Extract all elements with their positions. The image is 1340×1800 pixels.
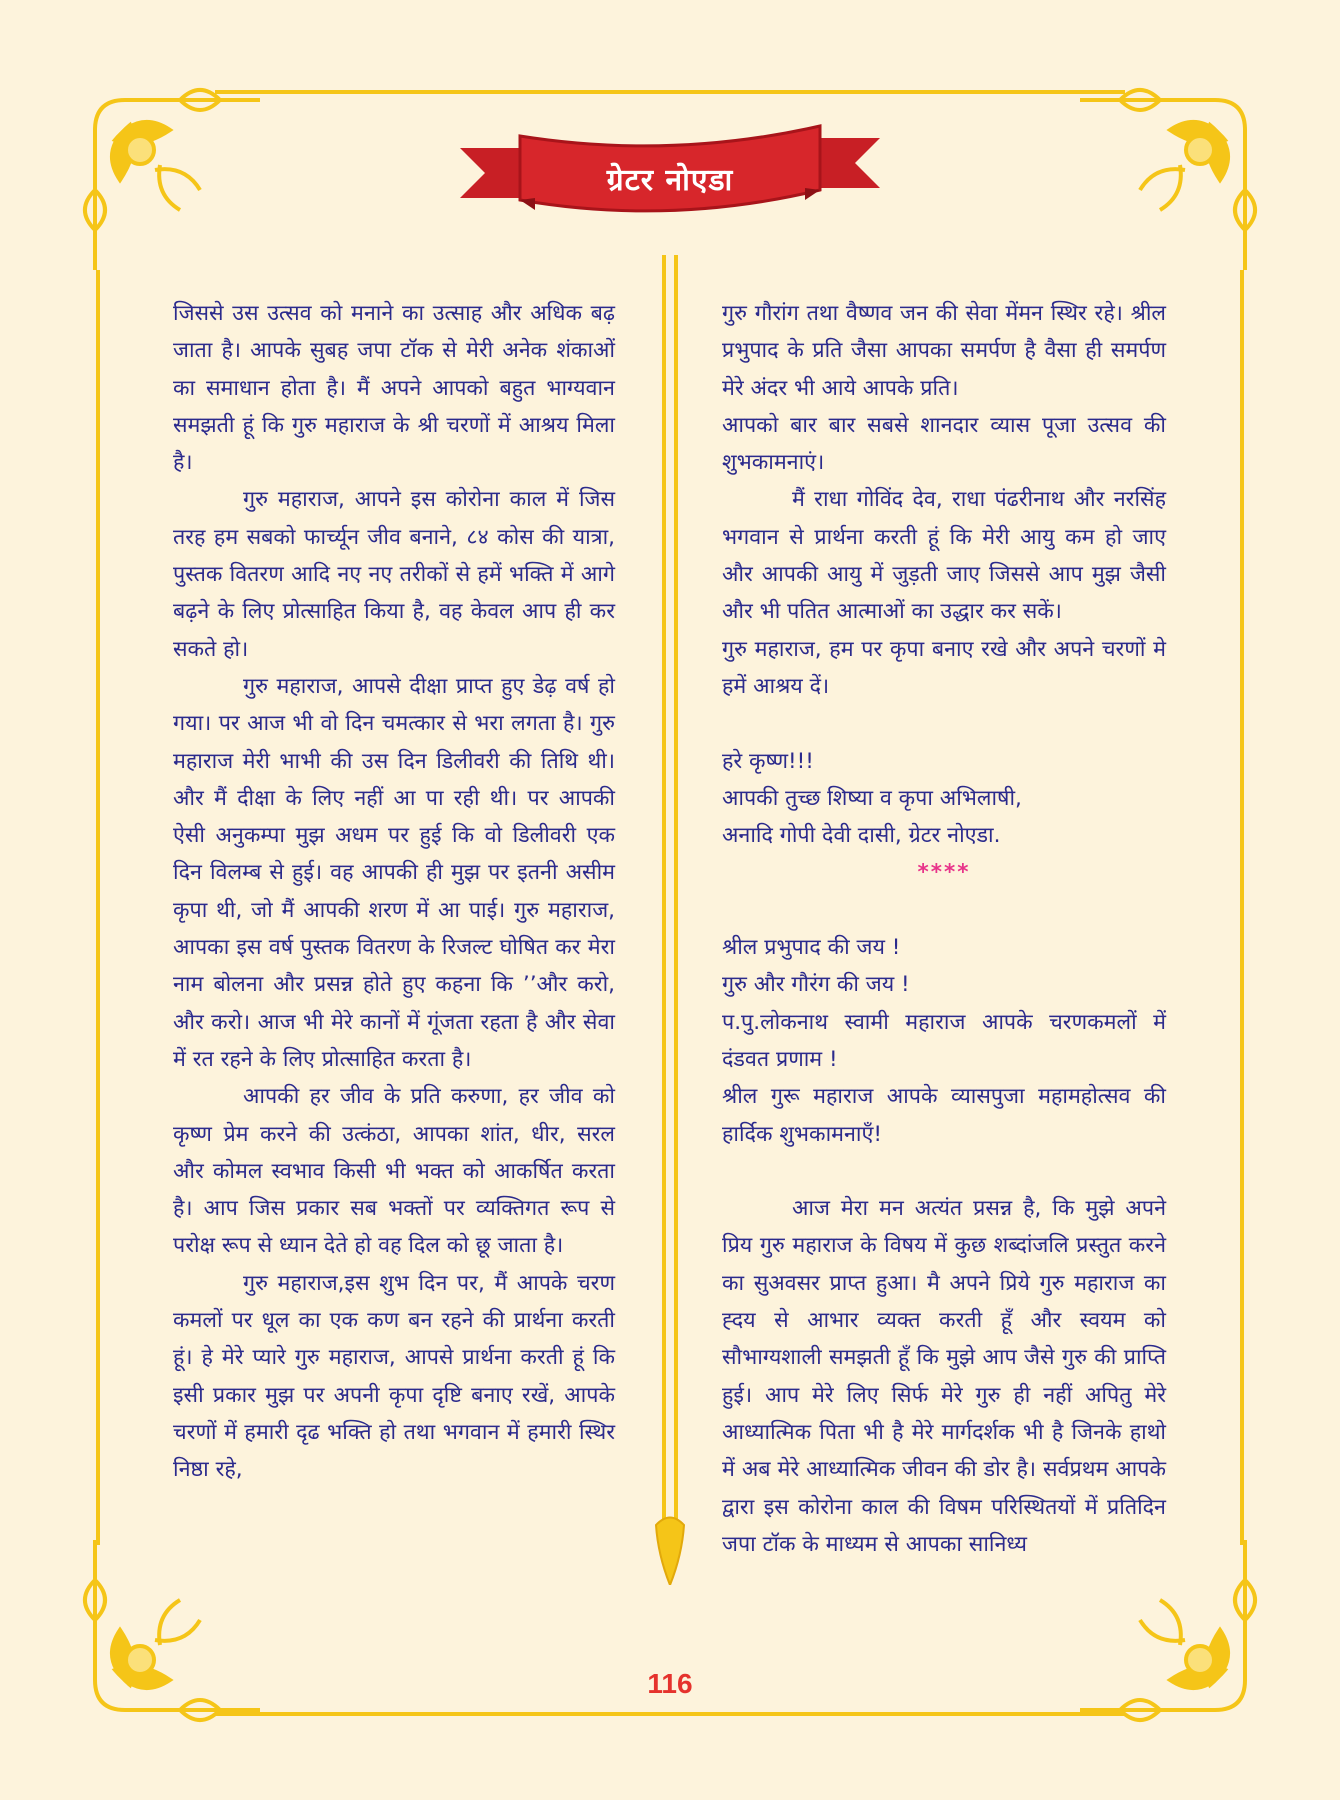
page-title: ग्रेटर नोएडा [606, 163, 734, 198]
salutation-line: गुरु और गौरंग की जय ! [722, 972, 910, 998]
paragraph: गुरु महाराज,इस शुभ दिन पर, मैं आपके चरण कमलों पर धूल का एक कण बन रहने की प्रार्थना करती हूं। हे मेरे प्यारे गुरु महाराज, आपसे प्रार्थना करती हूं कि इसी प्रकार मुझ पर अपनी कृपा दृष्टि बनाए रखें, आपके चरणों में हमारी दृढ भक्ति हो तथा भगवान में हमारी स्थिर निष्ठा रहे, [173, 1270, 615, 1483]
paragraph: गुरु महाराज, आपसे दीक्षा प्राप्त हुए डेढ़ वर्ष हो गया। पर आज भी वो दिन चमत्कार से भरा लगता है। गुरु महाराज मेरी भाभी की उस दिन डिलीवरी की तिथि थी। और मैं दीक्षा के लिए नहीं आ पा रही थी। पर आपकी ऐसी अनुकम्पा मुझ अधम पर हुई कि वो डिलीवरी एक दिन विलम्ब से हुई। वह आपकी ही मुझ पर इतनी असीम कृपा थी, जो मैं आपकी शरण में आ पाई। गुरु महाराज, आपका इस वर्ष पुस्तक वितरण के रिजल्ट घोषित कर मेरा नाम बोलना और प्रसन्न होते हुए कहना कि ’’और करो, और करो। आज भी मेरे कानों में गूंजता रहता है और सेवा में रत रहने के लिए प्रोत्साहित करता है। [173, 673, 615, 1072]
paragraph: जिससे उस उत्सव को मनाने का उत्साह और अधिक बढ़ जाता है। आपके सुबह जपा टॉक से मेरी अनेक शंकाओं का समाधान होता है। मैं अपने आपको बहुत भाग्यवान समझती हूं कि गुरु महाराज के श्री चरणों में आश्रय मिला है। [173, 301, 615, 476]
page-number: 116 [647, 1668, 693, 1699]
corner-ornament-icon [60, 1540, 260, 1740]
paragraph: मैं राधा गोविंद देव, राधा पंढरीनाथ और नरसिंह भगवान से प्रार्थना करती हूं कि मेरी आयु कम हो जाए और आपकी आयु में जुड़ती जाए जिससे आप मुझ जैसी और भी पतित आत्माओं का उद्धार कर सकें। [722, 487, 1166, 625]
signature-line: आपकी तुच्छ शिष्या व कृपा अभिलाषी, [722, 785, 1022, 811]
paragraph: आज मेरा मन अत्यंत प्रसन्न है, कि मुझे अपने प्रिय गुरु महाराज के विषय में कुछ शब्दांजलि प्रस्तुत करने का सुअवसर प्राप्त हुआ। मै अपने प्रिये गुरु महाराज का ह्दय से आभार व्यक्त करती हूँ और स्वयम को सौभाग्यशाली समझती हूँ कि मुझे आप जैसे गुरु की प्राप्ति हुई। आप मेरे लिए सिर्फ मेरे गुरु ही नहीं अपितु मेरे आध्यात्मिक पिता भी है मेरे मार्गदर्शक भी है जिनके हाथो में अब मेरे आध्यात्मिक जीवन की डोर है। सर्वप्रथम आपके द्वारा इस कोरोना काल की विषम परिस्थितयों में प्रतिदिन जपा टॉक के माध्यम से आपका सानिध्य [722, 1196, 1166, 1557]
signature-line: अनादि गोपी देवी दासी, ग्रेटर नोएडा. [722, 823, 1001, 849]
section-separator: **** [917, 860, 971, 886]
salutation-line: श्रील गुरू महाराज आपके व्यासपुजा महामहोत्सव की हार्दिक शुभकामनाएँ! [722, 1084, 1166, 1147]
paragraph: गुरु गौरांग तथा वैष्णव जन की सेवा मेंमन स्थिर रहे। श्रील प्रभुपाद के प्रति जैसा आपका समर्पण है वैसा ही समर्पण मेरे अंदर भी आये आपके प्रति। [722, 301, 1166, 401]
corner-ornament-icon [1080, 1540, 1280, 1740]
greeting: हरे कृष्ण!!! [722, 748, 814, 774]
frame-right-border [1240, 270, 1244, 1545]
corner-ornament-icon [60, 70, 260, 270]
salutation-line: प.पु.लोकनाथ स्वामी महाराज आपके चरणकमलों में दंडवत प्रणाम ! [722, 1009, 1166, 1072]
right-column [722, 295, 1166, 1563]
paragraph: आपको बार बार सबसे शानदार व्यास पूजा उत्सव की शुभकामनाएं। [722, 412, 1166, 476]
paragraph: गुरु महाराज, आपने इस कोरोना काल में जिस तरह हम सबको फार्च्यून जीव बनाने, ८४ कोस की यात्रा, पुस्तक वितरण आदि नए नए तरीकों से हमें भक्ति में आगे बढ़ने के लिए प्रोत्साहित किया है, वह केवल आप ही कर सकते हो। [173, 487, 615, 662]
paragraph: गुरु महाराज, हम पर कृपा बनाए रखे और अपने चरणों मे हमें आश्रय दें। [722, 636, 1166, 699]
frame-bottom-border [215, 1712, 1125, 1716]
paragraph: आपकी हर जीव के प्रति करुणा, हर जीव को कृष्ण प्रेम करने की उत्कंठा, आपका शांत, धीर, सरल और कोमल स्वभाव किसी भी भक्त को आकर्षित करता है। आप जिस प्रकार सब भक्तों पर व्यक्तिगत रूप से परोक्ष रूप से ध्यान देते हो वह दिल को छू जाता है। [173, 1084, 615, 1259]
left-column [173, 295, 615, 1489]
column-divider [652, 255, 688, 1585]
frame-top-border [215, 90, 1125, 94]
frame-left-border [96, 270, 100, 1545]
salutation-line: श्रील प्रभुपाद की जय ! [722, 935, 901, 961]
corner-ornament-icon [1080, 70, 1280, 270]
